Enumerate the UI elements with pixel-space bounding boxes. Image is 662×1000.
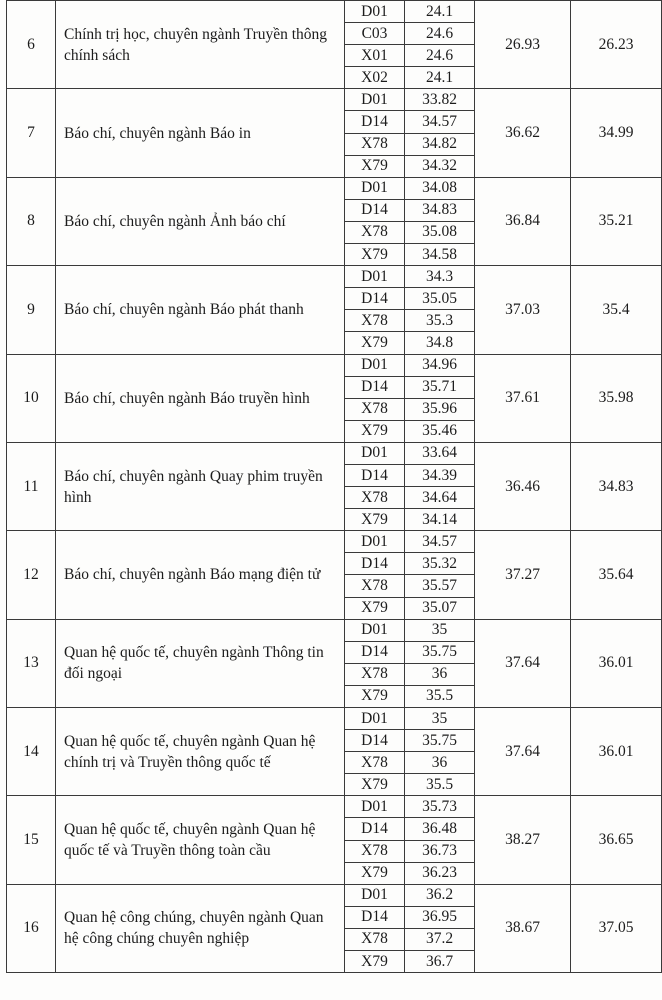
subject-combination-cell: D01 [345, 354, 405, 376]
score-total-alt-cell: 36.65 [571, 796, 662, 884]
subject-combination-cell: D14 [345, 906, 405, 928]
score-total-cell: 36.46 [475, 442, 571, 530]
major-name-cell: Quan hệ quốc tế, chuyên ngành Quan hệ chính trị và Truyền thông quốc tế [56, 708, 345, 796]
subject-combination-cell: D14 [345, 111, 405, 133]
table-row [7, 266, 662, 288]
major-name-cell: Quan hệ quốc tế, chuyên ngành Quan hệ quốc tế và Truyền thông toàn cầu [56, 796, 345, 884]
subject-combination-cell: D01 [345, 177, 405, 199]
subject-combination-cell: X02 [345, 67, 405, 89]
score-cell: 24.1 [405, 67, 475, 89]
subject-combination-cell: D01 [345, 1, 405, 23]
subject-combination-cell: D01 [345, 884, 405, 906]
score-cell: 36.2 [405, 884, 475, 906]
table-row [7, 531, 662, 553]
score-cell: 36.73 [405, 840, 475, 862]
row-number-cell: 14 [7, 708, 56, 796]
major-name-cell: Báo chí, chuyên ngành Quay phim truyền hình [56, 442, 345, 530]
admission-score-table [6, 0, 662, 973]
score-cell: 34.14 [405, 509, 475, 531]
subject-combination-cell: D14 [345, 730, 405, 752]
score-cell: 34.8 [405, 332, 475, 354]
subject-combination-cell: X78 [345, 310, 405, 332]
subject-combination-cell: D14 [345, 199, 405, 221]
score-cell: 35.75 [405, 641, 475, 663]
subject-combination-cell: D14 [345, 376, 405, 398]
score-total-alt-cell: 35.4 [571, 266, 662, 354]
table-row [7, 619, 662, 641]
score-cell: 35.46 [405, 420, 475, 442]
score-cell: 34.57 [405, 531, 475, 553]
subject-combination-cell: D14 [345, 288, 405, 310]
subject-combination-cell: C03 [345, 23, 405, 45]
table-row [7, 354, 662, 376]
subject-combination-cell: X01 [345, 45, 405, 67]
row-number-cell: 15 [7, 796, 56, 884]
score-cell: 34.39 [405, 464, 475, 486]
score-cell: 24.6 [405, 45, 475, 67]
major-name-cell: Báo chí, chuyên ngành Báo phát thanh [56, 266, 345, 354]
score-cell: 34.82 [405, 133, 475, 155]
score-total-alt-cell: 34.83 [571, 442, 662, 530]
subject-combination-cell: X79 [345, 951, 405, 973]
table-row [7, 884, 662, 906]
score-cell: 36.95 [405, 906, 475, 928]
table-row [7, 442, 662, 464]
score-cell: 34.83 [405, 199, 475, 221]
score-cell: 34.3 [405, 266, 475, 288]
score-cell: 24.6 [405, 23, 475, 45]
row-number-cell: 7 [7, 89, 56, 177]
subject-combination-cell: D01 [345, 266, 405, 288]
score-cell: 35.05 [405, 288, 475, 310]
score-total-alt-cell: 36.01 [571, 619, 662, 707]
subject-combination-cell: X78 [345, 928, 405, 950]
score-total-cell: 37.64 [475, 619, 571, 707]
score-total-cell: 37.03 [475, 266, 571, 354]
score-cell: 35.75 [405, 730, 475, 752]
score-cell: 34.96 [405, 354, 475, 376]
major-name-cell: Quan hệ công chúng, chuyên ngành Quan hệ công chúng chuyên nghiệp [56, 884, 345, 972]
subject-combination-cell: X79 [345, 155, 405, 177]
score-cell: 34.57 [405, 111, 475, 133]
score-total-alt-cell: 37.05 [571, 884, 662, 972]
score-cell: 36 [405, 663, 475, 685]
major-name-cell: Báo chí, chuyên ngành Báo truyền hình [56, 354, 345, 442]
row-number-cell: 13 [7, 619, 56, 707]
subject-combination-cell: X78 [345, 487, 405, 509]
row-number-cell: 9 [7, 266, 56, 354]
subject-combination-cell: X78 [345, 575, 405, 597]
row-number-cell: 8 [7, 177, 56, 265]
table-row [7, 1, 662, 23]
score-cell: 34.08 [405, 177, 475, 199]
score-total-alt-cell: 35.64 [571, 531, 662, 619]
score-cell: 34.64 [405, 487, 475, 509]
subject-combination-cell: X78 [345, 398, 405, 420]
subject-combination-cell: X79 [345, 509, 405, 531]
score-cell: 35.07 [405, 597, 475, 619]
subject-combination-cell: D14 [345, 553, 405, 575]
score-cell: 35.5 [405, 774, 475, 796]
table-body [7, 1, 662, 973]
major-name-cell: Chính trị học, chuyên ngành Truyền thông chính sách [56, 1, 345, 89]
subject-combination-cell: D01 [345, 708, 405, 730]
score-total-alt-cell: 36.01 [571, 708, 662, 796]
row-number-cell: 10 [7, 354, 56, 442]
score-total-cell: 37.64 [475, 708, 571, 796]
row-number-cell: 12 [7, 531, 56, 619]
major-name-cell: Báo chí, chuyên ngành Ảnh báo chí [56, 177, 345, 265]
score-cell: 34.58 [405, 244, 475, 266]
subject-combination-cell: D14 [345, 464, 405, 486]
subject-combination-cell: X79 [345, 597, 405, 619]
score-cell: 35.57 [405, 575, 475, 597]
score-cell: 33.82 [405, 89, 475, 111]
subject-combination-cell: D14 [345, 641, 405, 663]
score-total-alt-cell: 35.98 [571, 354, 662, 442]
score-cell: 35.73 [405, 796, 475, 818]
major-name-cell: Báo chí, chuyên ngành Báo in [56, 89, 345, 177]
subject-combination-cell: X79 [345, 862, 405, 884]
table-row [7, 796, 662, 818]
score-cell: 33.64 [405, 442, 475, 464]
score-cell: 35.08 [405, 221, 475, 243]
subject-combination-cell: X78 [345, 221, 405, 243]
score-cell: 37.2 [405, 928, 475, 950]
subject-combination-cell: D01 [345, 796, 405, 818]
score-total-cell: 38.67 [475, 884, 571, 972]
score-cell: 35.5 [405, 685, 475, 707]
row-number-cell: 11 [7, 442, 56, 530]
subject-combination-cell: X79 [345, 244, 405, 266]
subject-combination-cell: X78 [345, 840, 405, 862]
score-cell: 35.3 [405, 310, 475, 332]
table-row [7, 89, 662, 111]
score-total-cell: 38.27 [475, 796, 571, 884]
score-total-cell: 26.93 [475, 1, 571, 89]
subject-combination-cell: X78 [345, 133, 405, 155]
score-cell: 35 [405, 708, 475, 730]
subject-combination-cell: X78 [345, 752, 405, 774]
score-total-alt-cell: 35.21 [571, 177, 662, 265]
subject-combination-cell: D01 [345, 619, 405, 641]
score-total-cell: 36.62 [475, 89, 571, 177]
subject-combination-cell: X79 [345, 774, 405, 796]
subject-combination-cell: X79 [345, 332, 405, 354]
subject-combination-cell: X79 [345, 685, 405, 707]
subject-combination-cell: X79 [345, 420, 405, 442]
major-name-cell: Báo chí, chuyên ngành Báo mạng điện tử [56, 531, 345, 619]
row-number-cell: 6 [7, 1, 56, 89]
score-cell: 36 [405, 752, 475, 774]
score-cell: 35.32 [405, 553, 475, 575]
major-name-cell: Quan hệ quốc tế, chuyên ngành Thông tin đối ngoại [56, 619, 345, 707]
score-total-alt-cell: 34.99 [571, 89, 662, 177]
score-total-alt-cell: 26.23 [571, 1, 662, 89]
score-total-cell: 36.84 [475, 177, 571, 265]
table-row [7, 708, 662, 730]
subject-combination-cell: D01 [345, 89, 405, 111]
score-total-cell: 37.27 [475, 531, 571, 619]
score-cell: 36.23 [405, 862, 475, 884]
score-cell: 35 [405, 619, 475, 641]
score-cell: 34.32 [405, 155, 475, 177]
score-cell: 35.71 [405, 376, 475, 398]
row-number-cell: 16 [7, 884, 56, 972]
subject-combination-cell: D01 [345, 531, 405, 553]
score-cell: 35.96 [405, 398, 475, 420]
score-cell: 36.48 [405, 818, 475, 840]
score-cell: 24.1 [405, 1, 475, 23]
subject-combination-cell: D01 [345, 442, 405, 464]
subject-combination-cell: X78 [345, 663, 405, 685]
table-row [7, 177, 662, 199]
score-cell: 36.7 [405, 951, 475, 973]
subject-combination-cell: D14 [345, 818, 405, 840]
score-total-cell: 37.61 [475, 354, 571, 442]
